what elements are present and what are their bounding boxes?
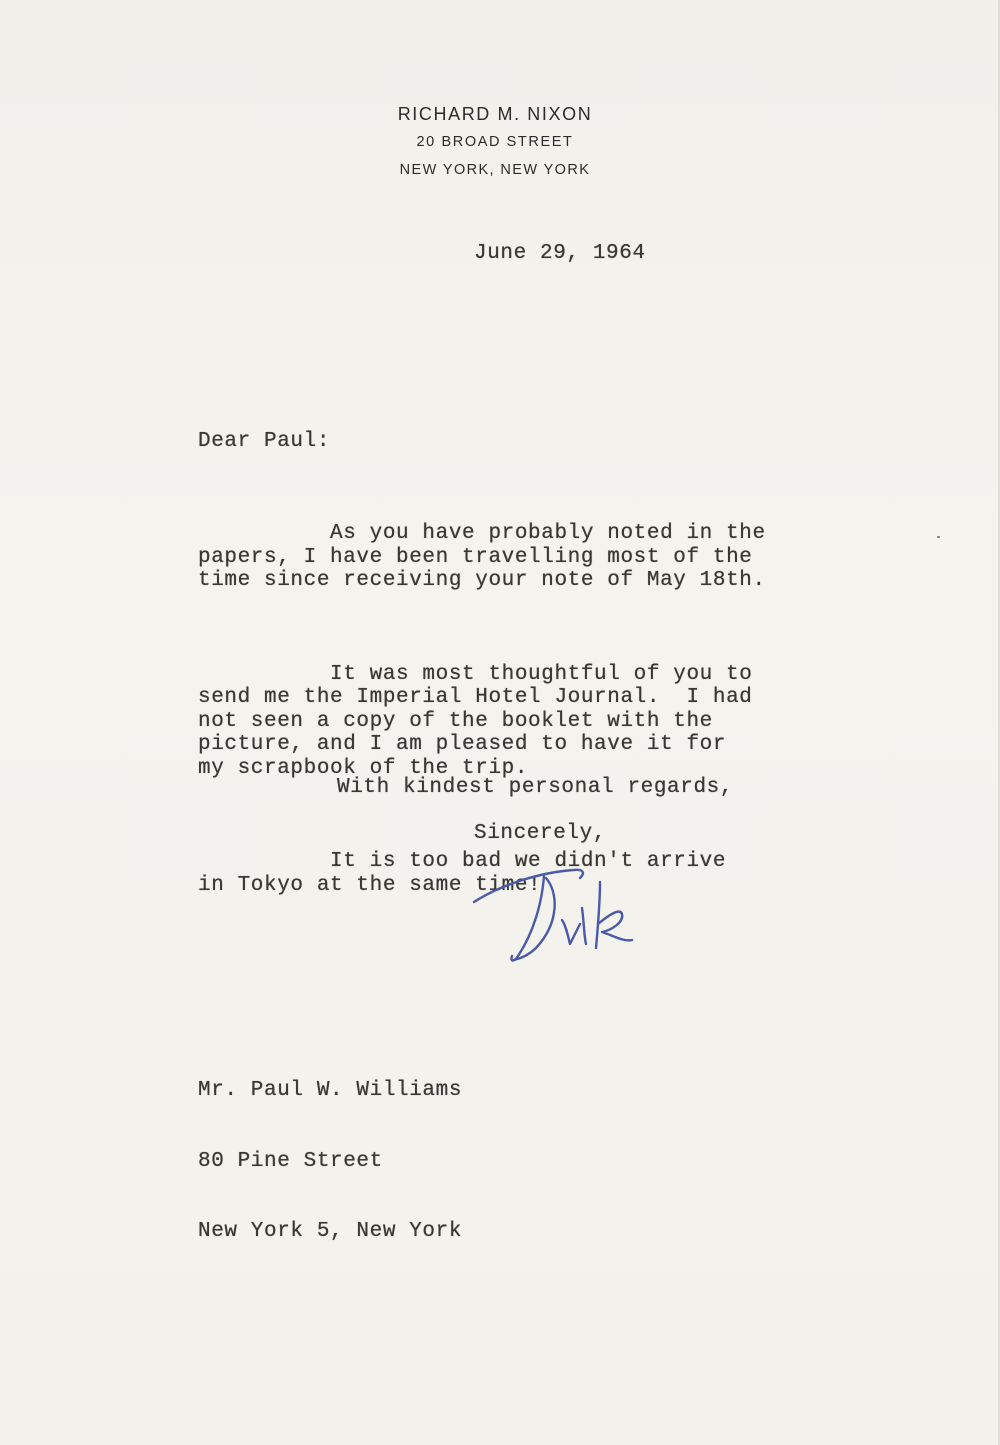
paper-speck: [937, 536, 940, 538]
letterhead-street: 20 BROAD STREET: [416, 134, 574, 150]
letterhead-city: NEW YORK, NEW YORK: [399, 162, 591, 178]
letterhead-name: RICHARD M. NIXON: [397, 104, 593, 124]
body-paragraph-2: It was most thoughtful of you to send me the Imperial Hotel Journal. I had not seen a copy of the booklet with the picture, and I am pleased to have it for my scrapbook of the trip.: [198, 662, 753, 780]
salutation: Dear Paul:: [198, 430, 331, 453]
closing-sign-off: Sincerely,: [474, 822, 607, 845]
closing-regards: With kindest personal regards,: [337, 776, 734, 799]
handwritten-signature: [462, 852, 662, 972]
letter-date: June 29, 1964: [474, 242, 646, 265]
recipient-address: [198, 1032, 462, 1291]
body-paragraph-3: It is too bad we didn't arrive in Tokyo at the same time!: [198, 850, 727, 897]
recipient-city: New York 5, New York: [198, 1220, 463, 1243]
recipient-street: 80 Pine Street: [198, 1149, 383, 1173]
recipient-name: Mr. Paul W. Williams: [198, 1079, 463, 1102]
signature-strokes: [474, 870, 632, 961]
body-paragraph-1: As you have probably noted in the papers, I have been travelling most of the time since receiving your note of May 18th.: [198, 522, 766, 592]
